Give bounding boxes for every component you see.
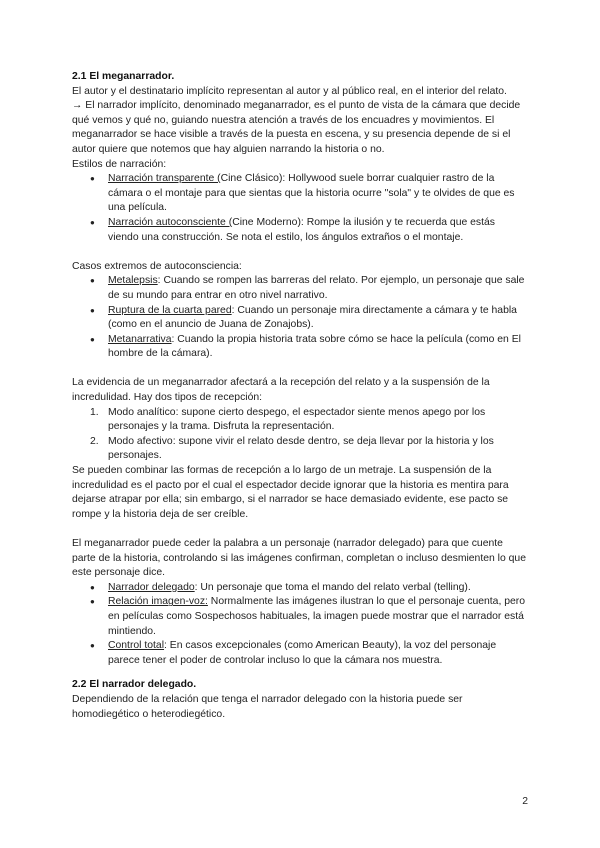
underlined-term: Relación imagen-voz: <box>108 596 208 608</box>
underlined-term: Metalepsis <box>108 275 158 287</box>
list-item <box>72 581 528 596</box>
underlined-term: Narración transparente ( <box>108 173 221 185</box>
list-item-text: : En casos excepcionales (como American Beauty), la voz del personaje parece tener el poder de controlar incluso lo que la cámara nos muestra. <box>108 640 497 666</box>
list-number: 2. <box>90 435 99 447</box>
underlined-term: Control total <box>108 640 165 652</box>
list-intro: Casos extremos de autoconsciencia: <box>72 260 242 272</box>
list-item <box>72 406 528 435</box>
list-item-text: : Cuando la propia historia trata sobre cómo se hace la película (como en El hombre de la cámara). <box>108 333 521 360</box>
bullet-list <box>72 274 528 362</box>
list-item <box>72 274 528 303</box>
paragraph: → El narrador implícito, denominado meganarrador, es el punto de vista de la cámara que decide qué vemos y qué no, guiando nuestra atención a través de los encuadres y movimientos. El meganarrador se hace visible a través de la puesta en escena, y su presencia depende de si el autor quiere que notemos que hay alguien narrando la historia o no. <box>72 100 521 155</box>
bullet-list <box>72 581 528 669</box>
paragraph: El autor y el destinatario implícito representan al autor y al público real, en el interior del relato. <box>72 85 507 97</box>
list-intro: Estilos de narración: <box>72 158 167 170</box>
underlined-term: Narración autoconsciente ( <box>108 216 233 228</box>
list-item-text: : Un personaje que toma el mando del relato verbal (telling). <box>194 581 471 593</box>
paragraph: Dependiendo de la relación que tenga el narrador delegado con la historia puede ser homodiegético o heterodiegético. <box>72 693 463 720</box>
bullet-list <box>72 172 528 245</box>
list-item <box>72 435 528 464</box>
list-item-text: Cine Moderno): Rompe la ilusión y te recuerda que estás viendo una construcción. Se nota el estilo, los ángulos extraños o el montaje. <box>108 216 495 243</box>
numbered-list <box>72 406 528 464</box>
list-item <box>72 216 528 245</box>
underlined-term: Narrador delegado <box>108 581 195 593</box>
paragraph: La evidencia de un meganarrador afectará a la recepción del relato y a la suspensión de la incredulidad. Hay dos tipos de recepción: <box>72 377 490 404</box>
list-item <box>72 639 528 668</box>
document-page <box>72 70 528 722</box>
underlined-term: Ruptura de la cuarta pared <box>108 304 232 316</box>
list-item-text: Modo afectivo: supone vivir el relato desde dentro, se deja llevar por la historia y los personajes. <box>108 435 494 462</box>
underlined-term: Metanarrativa <box>108 333 172 345</box>
list-item-text: Modo analítico: supone cierto despego, el espectador siente menos apego por los personajes y la trama. Disfruta la representación. <box>108 406 486 433</box>
paragraph: El meganarrador puede ceder la palabra a un personaje (narrador delegado) para que cuente parte de la historia, controlando si las imágenes confirman, completan o incluso desmienten lo que este personaje dice. <box>72 538 526 579</box>
section-heading: 2.1 El meganarrador. <box>72 71 175 82</box>
list-item-text: : Cuando un personaje mira directamente a cámara y te habla (como en el anuncio de Juana de Zonajobs). <box>108 304 517 331</box>
paragraph: Se pueden combinar las formas de recepción a lo largo de un metraje. La suspensión de la incredulidad es el pacto por el cual el espectador decide ignorar que la historia es mentira para dejarse atrapar por ella; sin embargo, si el narrador se hace demasiado evidente, ese pacto se rompe y la historia deja de ser creíble. <box>72 465 509 520</box>
list-item-text: : Cuando se rompen las barreras del relato. Por ejemplo, un personaje que sale de su mundo para entrar en otro nivel narrativo. <box>108 275 525 301</box>
list-item-text: Normalmente las imágenes ilustran lo que el personaje cuenta, pero en películas como Sospechosos habituales, la imagen puede mostrar que el narrador está mintiendo. <box>108 596 526 637</box>
list-item <box>72 304 528 333</box>
list-number: 1. <box>90 406 99 418</box>
list-item <box>72 333 528 362</box>
list-item-text: Cine Clásico): Hollywood suele borrar cualquier rastro de la cámara o el montaje para que sientas que la historia ocurre "sola" y te olvides de que es una película. <box>108 173 515 214</box>
page-number: 2 <box>522 796 528 807</box>
list-item <box>72 172 528 216</box>
list-item <box>72 595 528 639</box>
section-heading: 2.2 El narrador delegado. <box>72 679 197 691</box>
